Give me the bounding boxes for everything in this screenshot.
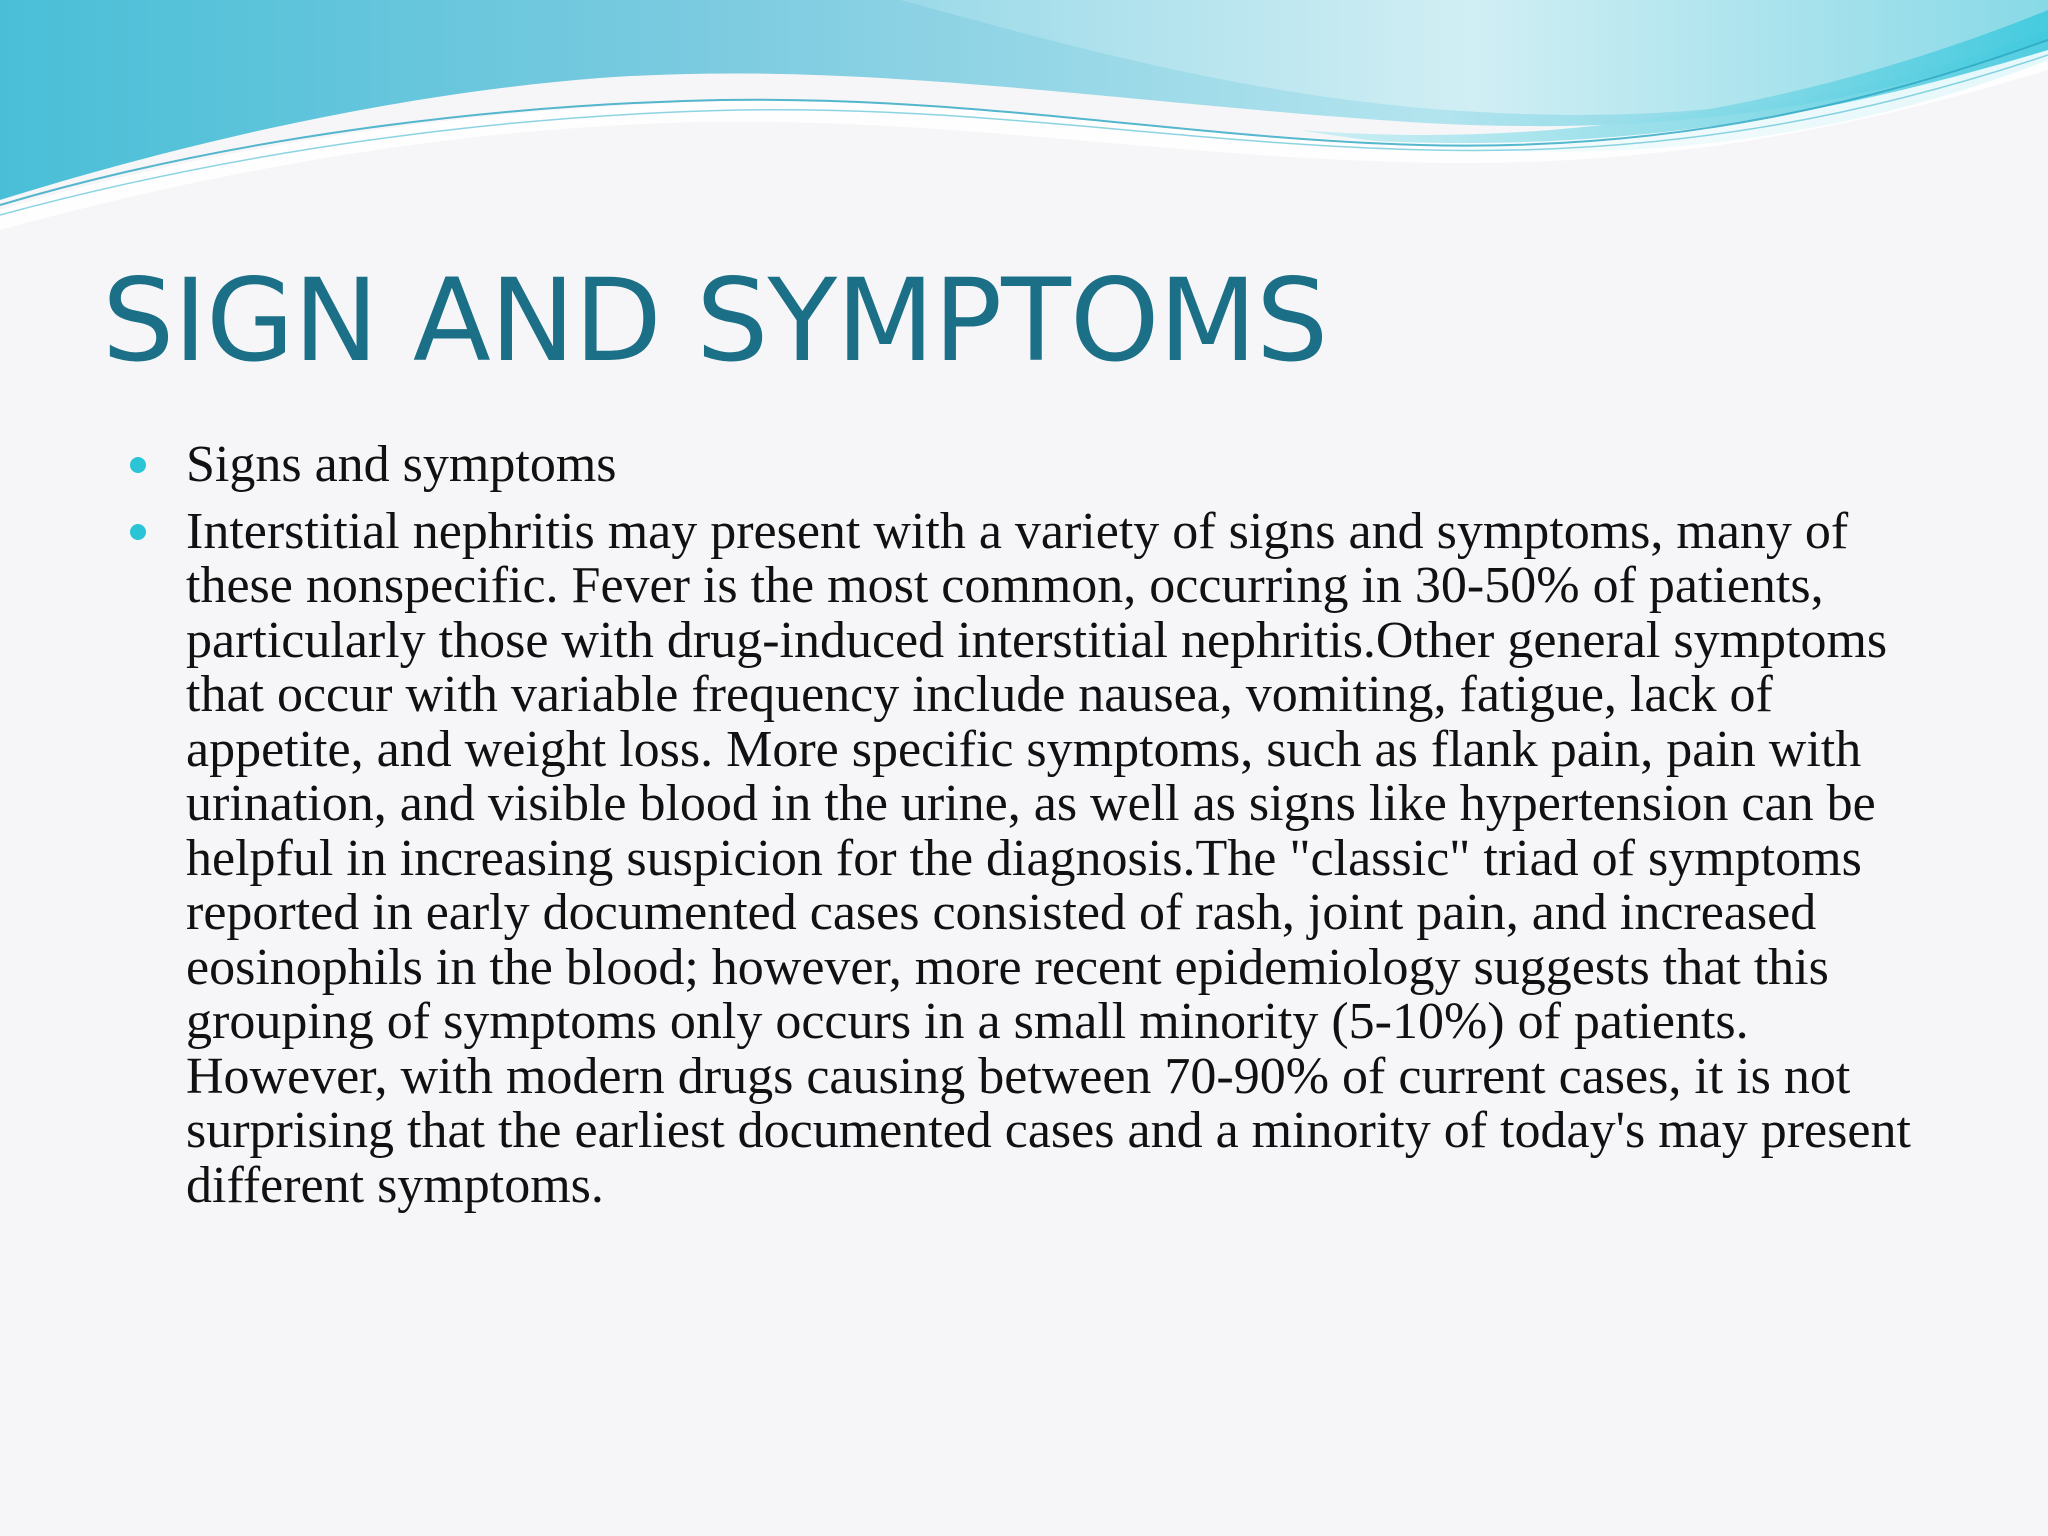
header-wave-decoration — [0, 0, 2048, 240]
bullet-item — [130, 502, 1930, 1214]
bullet-dot-icon — [130, 457, 146, 473]
bullet-dot-icon — [130, 524, 146, 540]
bullet-text: Signs and symptoms — [186, 436, 617, 493]
bullet-list — [130, 438, 1930, 1225]
bullet-text: Interstitial nephritis may present with a variety of signs and symptoms, many of these nonspecific. Fever is the most common, occurring in 30-50% of patients, particularly those with drug-induced interstitial nephritis.Other general symptoms that occur with variable frequency include nausea, vomiting, fatigue, lack of appetite, and weight loss. More specific symptoms, such as flank pain, pain with urination, and visible blood in the urine, as well as signs like hypertension can be helpful in increasing suspicion for the diagnosis.The "classic" triad of symptoms reported in early documented cases consisted of rash, joint pain, and increased eosinophils in the blood; however, more recent epidemiology suggests that this grouping of symptoms only occurs in a small minority (5-10%) of patients. However, with modern drugs causing between 70-90% of current cases, it is not surprising that the earliest documented cases and a minority of today's may present different symptoms. — [186, 502, 1911, 1214]
bullet-item — [130, 438, 1930, 493]
slide-title: SIGN AND SYMPTOMS — [102, 254, 1328, 387]
